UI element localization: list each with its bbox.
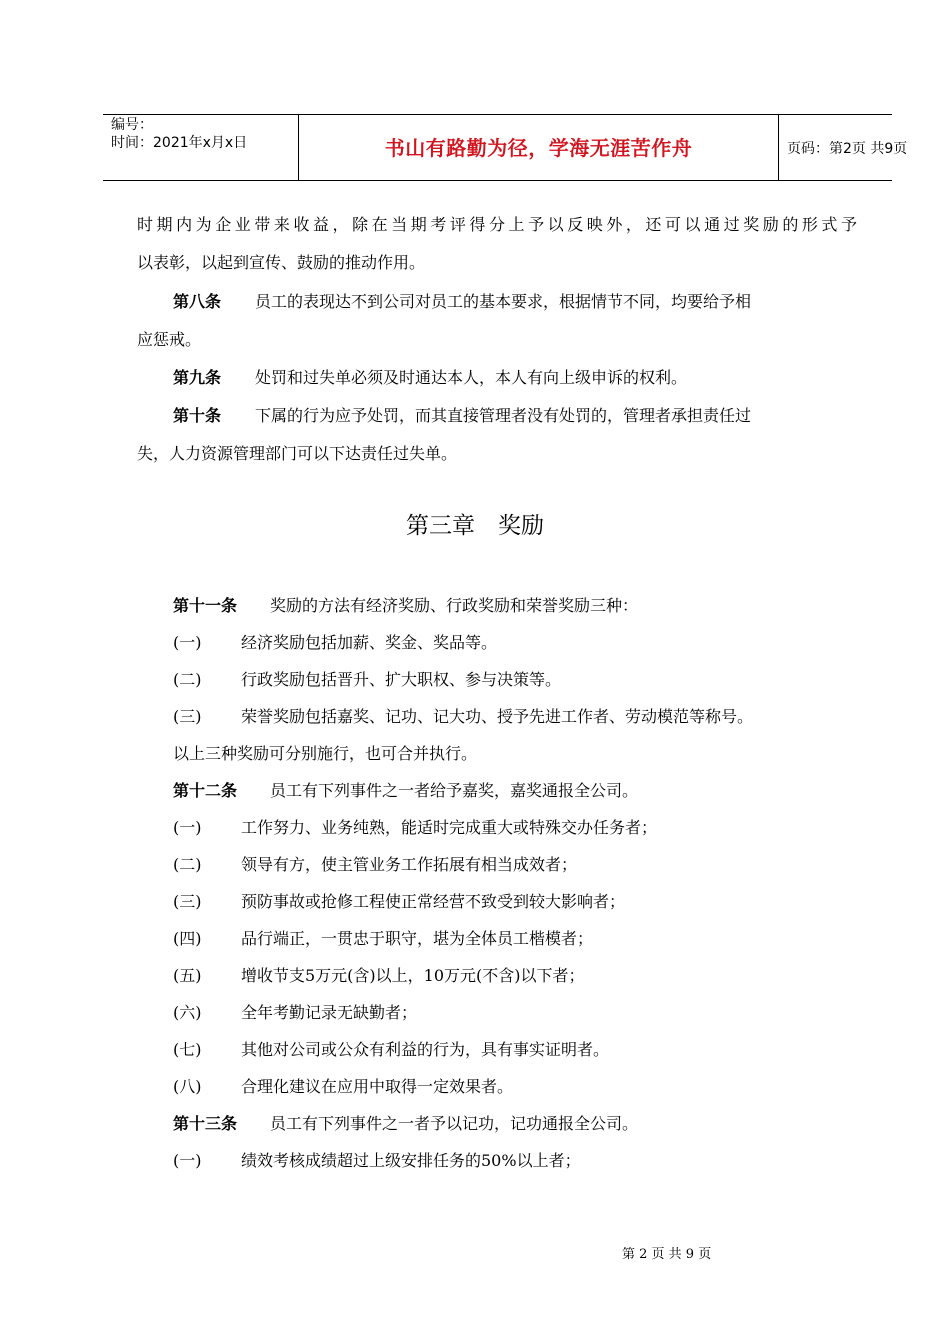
list-item bbox=[173, 671, 857, 689]
paragraph-line: 以表彰，以起到宣传、鼓励的推动作用。 bbox=[137, 253, 426, 272]
article-10-continuation: 失，人力资源管理部门可以下达责任过失单。 bbox=[137, 444, 458, 463]
article-13 bbox=[173, 1115, 857, 1133]
list-item-text: 合理化建议在应用中取得一定效果者。 bbox=[241, 1077, 514, 1096]
list-item bbox=[173, 856, 857, 874]
article-11 bbox=[173, 597, 857, 615]
list-item-number: (八) bbox=[173, 1077, 202, 1096]
article-12 bbox=[173, 782, 857, 800]
article-13-text: 员工有下列事件之一者予以记功，记功通报全公司。 bbox=[270, 1114, 639, 1133]
article-11-text: 奖励的方法有经济奖励、行政奖励和荣誉奖励三种： bbox=[270, 596, 639, 615]
article-12-text: 员工有下列事件之一者给予嘉奖，嘉奖通报全公司。 bbox=[270, 781, 639, 800]
article-13-label: 第十三条 bbox=[173, 1114, 238, 1133]
list-item bbox=[173, 930, 857, 948]
list-item-number: (一) bbox=[173, 818, 202, 837]
article-11-label: 第十一条 bbox=[173, 596, 238, 615]
header-page-code: 页码：第2页 共9页 bbox=[787, 141, 908, 157]
page-footer: 第 2 页 共 9 页 bbox=[622, 1247, 712, 1262]
article-9-label: 第九条 bbox=[173, 368, 222, 387]
list-item-number: (一) bbox=[173, 633, 202, 652]
list-item-text: 领导有方，使主管业务工作拓展有相当成效者； bbox=[241, 855, 578, 874]
article-10 bbox=[173, 407, 857, 425]
paragraph-line: 时期内为企业带来收益，除在当期考评得分上予以反映外，还可以通过奖励的形式予 bbox=[137, 215, 857, 234]
header-page-cell bbox=[779, 115, 908, 180]
list-item-number: (二) bbox=[173, 855, 202, 874]
document-time-label: 时间：2021年x月x日 bbox=[111, 135, 248, 151]
list-item-text: 预防事故或抢修工程使正常经营不致受到较大影响者； bbox=[241, 892, 626, 911]
list-item-text: 经济奖励包括加薪、奖金、奖品等。 bbox=[241, 633, 498, 652]
article-12-label: 第十二条 bbox=[173, 781, 238, 800]
list-item-text: 增收节支5万元(含)以上，10万元(不含)以下者； bbox=[241, 966, 585, 985]
list-item-number: (二) bbox=[173, 670, 202, 689]
list-item bbox=[173, 967, 857, 985]
article-10-label: 第十条 bbox=[173, 406, 222, 425]
list-item-text: 工作努力、业务纯熟，能适时完成重大或特殊交办任务者； bbox=[241, 818, 658, 837]
list-item-number: (七) bbox=[173, 1040, 202, 1059]
list-item-number: (三) bbox=[173, 892, 202, 911]
list-item bbox=[173, 1152, 857, 1170]
header-motto: 书山有路勤为径，学海无涯苦作舟 bbox=[384, 136, 693, 160]
list-item-number: (一) bbox=[173, 1151, 202, 1170]
list-item-number: (五) bbox=[173, 966, 202, 985]
chapter-title: 第三章 奖励 bbox=[406, 513, 544, 539]
header-motto-cell bbox=[299, 115, 779, 180]
article-8-label: 第八条 bbox=[173, 292, 222, 311]
list-item-number: (三) bbox=[173, 707, 202, 726]
list-item-text: 全年考勤记录无缺勤者； bbox=[241, 1003, 418, 1022]
list-item bbox=[173, 1004, 857, 1022]
list-item-text: 绩效考核成绩超过上级安排任务的50%以上者； bbox=[241, 1151, 581, 1170]
list-item bbox=[173, 893, 857, 911]
article-8 bbox=[173, 293, 857, 311]
article-10-text: 下属的行为应予处罚，而其直接管理者没有处罚的，管理者承担责任过 bbox=[255, 406, 752, 425]
list-item bbox=[173, 708, 857, 726]
list-item-text: 行政奖励包括晋升、扩大职权、参与决策等。 bbox=[241, 670, 562, 689]
document-header bbox=[103, 114, 908, 181]
document-number-label: 编号： bbox=[111, 117, 153, 133]
list-item-number: (四) bbox=[173, 929, 202, 948]
list-item-number: (六) bbox=[173, 1003, 202, 1022]
list-item bbox=[173, 634, 857, 652]
article-11-note: 以上三种奖励可分别施行，也可合并执行。 bbox=[173, 744, 478, 763]
article-8-continuation: 应惩戒。 bbox=[137, 330, 202, 349]
list-item-text: 荣誉奖励包括嘉奖、记功、记大功、授予先进工作者、劳动模范等称号。 bbox=[241, 707, 754, 726]
list-item-text: 品行端正，一贯忠于职守，堪为全体员工楷模者； bbox=[241, 929, 594, 948]
article-9 bbox=[173, 369, 857, 387]
article-8-text: 员工的表现达不到公司对员工的基本要求，根据情节不同，均要给予相 bbox=[255, 292, 752, 311]
list-item bbox=[173, 819, 857, 837]
list-item bbox=[173, 1078, 857, 1096]
list-item-text: 其他对公司或公众有利益的行为，具有事实证明者。 bbox=[241, 1040, 610, 1059]
article-9-text: 处罚和过失单必须及时通达本人，本人有向上级申诉的权利。 bbox=[255, 368, 688, 387]
list-item bbox=[173, 1041, 857, 1059]
header-meta-cell bbox=[103, 115, 299, 180]
